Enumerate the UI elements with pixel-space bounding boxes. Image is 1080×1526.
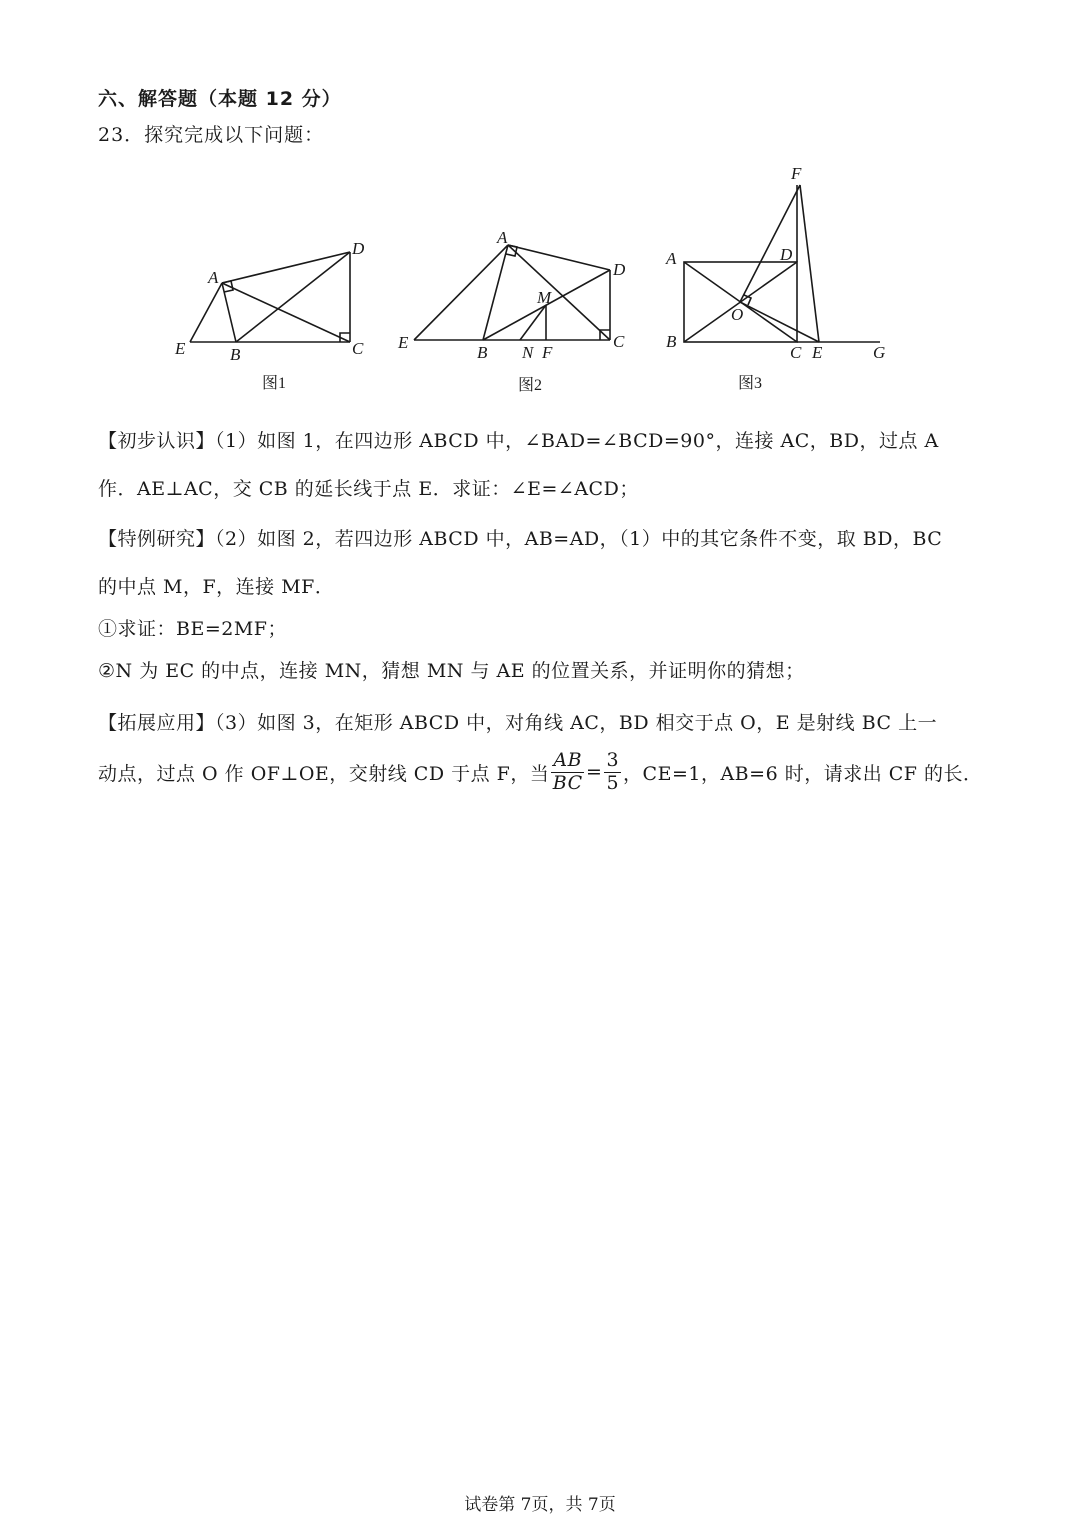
fig3-label-B: B <box>666 332 677 351</box>
figure-1 <box>174 239 365 392</box>
part1-line1: 【初步认识】（1）如图 1，在四边形 ABCD 中，∠BAD=∠BCD=90°，连接 AC，BD，过点 A <box>98 430 939 452</box>
part2-sub2: ②N 为 EC 的中点，连接 MN，猜想 MN 与 AE 的位置关系，并证明你的猜想； <box>98 660 805 682</box>
question-title: 23．探究完成以下问题： <box>98 124 325 146</box>
equals-sign: = <box>586 761 603 784</box>
part1-line2: 作．AE⊥AC，交 CB 的延长线于点 E．求证：∠E=∠ACD； <box>98 478 639 500</box>
part2-line2: 的中点 M，F，连接 MF． <box>98 576 335 598</box>
fig1-caption: 图1 <box>262 375 287 392</box>
part3-line2-before: 动点，过点 O 作 OF⊥OE，交射线 CD 于点 F，当 <box>98 762 550 785</box>
page-footer: 试卷第 7页，共 7页 <box>464 1495 616 1515</box>
fig2-label-E: E <box>398 333 409 352</box>
fig3-label-F: F <box>791 164 802 183</box>
value-fraction <box>604 750 621 795</box>
value-numerator: 3 <box>606 749 620 771</box>
fig2-label-F: F <box>542 343 553 362</box>
fig3-caption: 图3 <box>738 375 763 392</box>
section-heading: 六、解答题（本题 12 分） <box>98 88 342 110</box>
fig2-label-D: D <box>613 260 626 279</box>
fig3-label-O: O <box>731 305 744 324</box>
fig2-label-B: B <box>477 343 488 362</box>
part2-sub1: ①求证：BE=2MF； <box>98 618 287 640</box>
fraction-denominator: BC <box>552 771 583 794</box>
fig1-label-E: E <box>175 339 186 358</box>
fig2-label-N: N <box>522 343 534 362</box>
fig3-label-E: E <box>812 343 823 362</box>
ratio-fraction <box>551 750 584 795</box>
fig3-label-C: C <box>790 343 802 362</box>
fig2-caption: 图2 <box>518 377 543 394</box>
geometry-figures <box>0 150 1080 400</box>
fig3-label-A: A <box>666 249 677 268</box>
value-denominator: 5 <box>606 771 620 794</box>
fig2-label-M: M <box>537 288 552 307</box>
figure-2 <box>397 228 626 394</box>
fig3-label-D: D <box>780 245 793 264</box>
part3-line1: 【拓展应用】（3）如图 3，在矩形 ABCD 中，对角线 AC，BD 相交于点 O，E 是射线 BC 上一 <box>98 712 938 734</box>
fig1-label-B: B <box>230 345 241 364</box>
fig3-label-G: G <box>873 343 886 362</box>
fig1-label-D: D <box>352 239 365 258</box>
fig1-label-C: C <box>352 339 364 358</box>
part3-line2 <box>98 750 983 795</box>
fraction-numerator: AB <box>553 749 583 771</box>
figures-area <box>0 150 1080 404</box>
part3-line2-after: ，CE=1，AB=6 时，请求出 CF 的长． <box>623 762 983 785</box>
fig2-label-C: C <box>613 332 625 351</box>
fig2-label-A: A <box>497 228 508 247</box>
fig1-label-A: A <box>208 268 219 287</box>
figure-3 <box>665 164 885 392</box>
part2-line1: 【特例研究】（2）如图 2，若四边形 ABCD 中，AB=AD，（1）中的其它条件不变，取 BD，BC <box>98 528 943 550</box>
